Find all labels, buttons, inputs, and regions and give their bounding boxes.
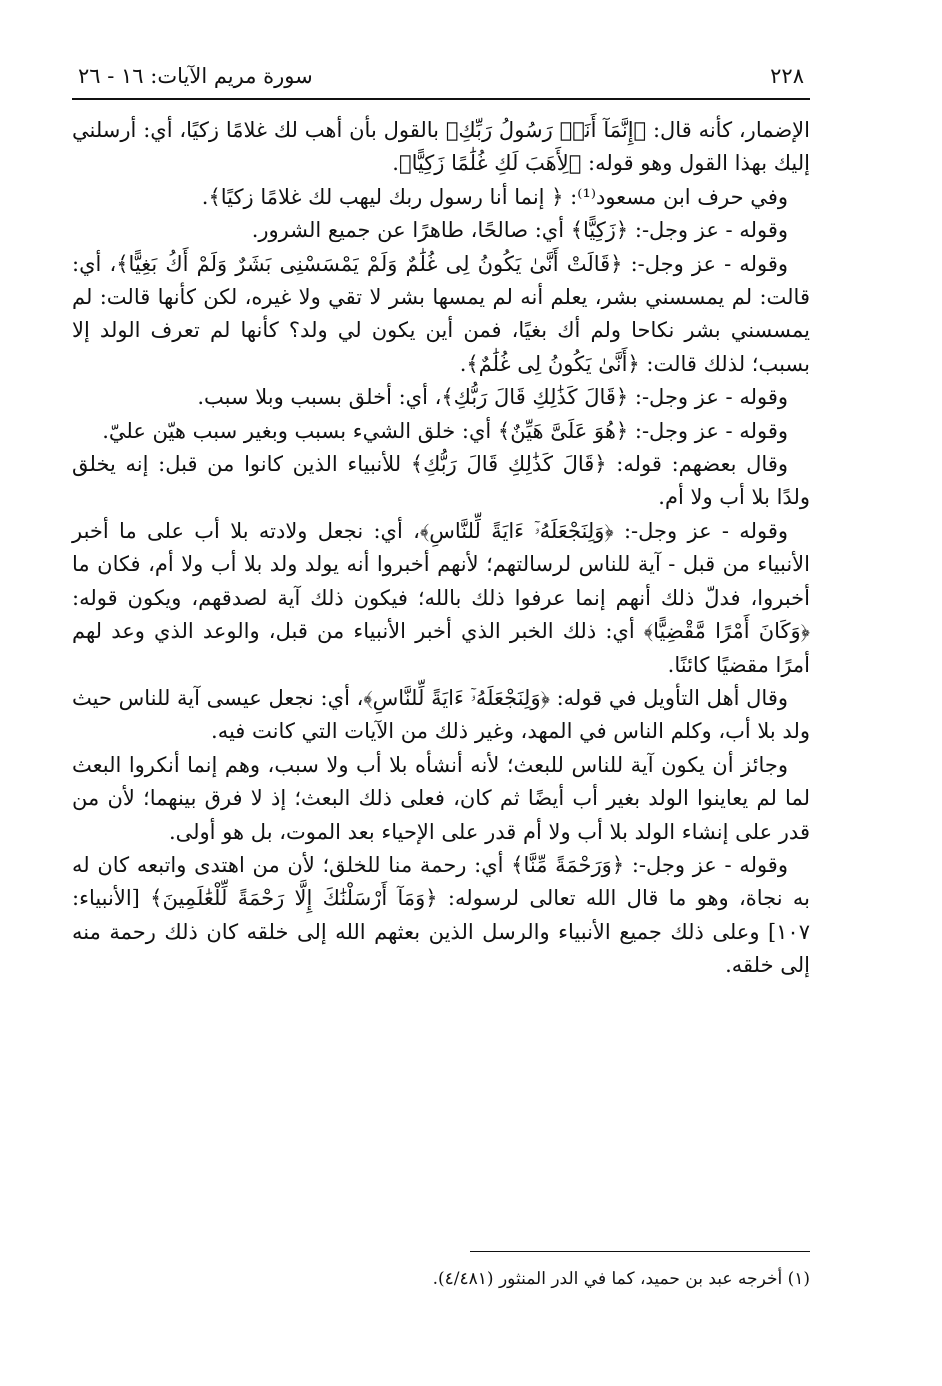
paragraph: وقوله - عز وجل-: ﴿قَالَتْ أَنَّىٰ يَكُونُ لِى غُلَٰمٌ وَلَمْ يَمْسَسْنِى بَشَرٌ وَلَمْ أَكُ بَغِيًّا﴾، أي: قالت: لم يمسسني بشر، يعلم أنه لم يمسها بشر لا تقي ولا غيره، لكن كأنها قالت: لم يمسسني بشر نكاحا ولم أك بغيًا، فمن أين يكون لي ولد؟ كأنها لم تعرف الولد إلا بسبب؛ لذلك قالت: ﴿أَنَّىٰ يَكُونُ لِى غُلَٰمٌ﴾. xyxy=(72,251,810,376)
footnote: (١) أخرجه عبد بن حميد، كما في الدر المنثور (٤/٤٨١). xyxy=(432,1269,810,1289)
paragraph: وقال بعضهم: قوله: ﴿قَالَ كَذَٰلِكِ قَالَ رَبُّكِ﴾ للأنبياء الذين كانوا من قبل: إنه يخلق ولدًا بلا أب ولا أم. xyxy=(72,452,810,510)
paragraph: وقوله - عز وجل-: ﴿قَالَ كَذَٰلِكِ قَالَ رَبُّكِ﴾، أي: أخلق بسبب وبلا سبب. xyxy=(197,385,788,410)
main-text xyxy=(72,114,810,983)
paragraph: وقوله - عز وجل-: ﴿وَرَحْمَةً مِّنَّا﴾ أي: رحمة منا للخلق؛ لأن من اهتدى واتبعه كان له به نجاة، وهو ما قال الله تعالى لرسوله: ﴿وَمَآ أَرْسَلْنَٰكَ إِلَّا رَحْمَةً لِّلْعَٰلَمِينَ﴾ [الأنبياء: ١٠٧] وعلى ذلك جميع الأنبياء والرسل الذين بعثهم الله إلى خلقه كان ذلك رحمة منه إلى خلقه. xyxy=(72,852,810,978)
paragraph: وجائز أن يكون آية للناس للبعث؛ لأنه أنشأه بلا أب ولا سبب، وهم إنما أنكروا البعث لما لم يعاينوا الولد بغير أب أيضًا ثم كان، فعلى ذلك البعث؛ إذ لا فرق بينهما؛ لأن من قدر على إنشاء الولد بلا أب ولا أم قدر على الإحياء بعد الموت، بل هو أولى. xyxy=(72,752,810,844)
page-number: ٢٢٨ xyxy=(770,64,804,88)
paragraph: وفي حرف ابن مسعود⁽¹⁾: ﴿ إنما أنا رسول ربك ليهب لك غلامًا زكيًا﴾. xyxy=(201,184,788,209)
paragraph: وقال أهل التأويل في قوله: ﴿وَلِنَجْعَلَهُۥٓ ءَايَةً لِّلنَّاسِ﴾، أي: نجعل عيسى آية للناس حيث ولد بلا أب، وكلم الناس في المهد، وغير ذلك من الآيات التي كانت فيه. xyxy=(72,685,810,744)
paragraph: وقوله - عز وجل-: ﴿هُوَ عَلَىَّ هَيِّنٌ﴾ أي: خلق الشيء بسبب وبغير سبب هيّن عليّ. xyxy=(102,418,788,443)
paragraph: وقوله - عز وجل-: ﴿وَلِنَجْعَلَهُۥٓ ءَايَةً لِّلنَّاسِ﴾، أي: نجعل ولادته بلا أب على ما أخبر الأنبياء من قبل - آية للناس لرسالتهم؛ لأنهم أخبروا أنه يولد ولد بلا أب ولا أم، فكان ما أخبروا، فدلّ ذلك أنهم إنما عرفوا ذلك بالله؛ فيكون ذلك آية لصدقهم، ويكون قوله: ﴿وَكَانَ أَمْرًا مَّقْضِيًّا﴾ أي: ذلك الخبر الذي أخبر الأنبياء من قبل، والوعد الذي وعد لهم أمرًا مقضيًا كائنًا. xyxy=(72,518,810,677)
paragraph: وقوله - عز وجل-: ﴿زَكِيًّا﴾ أي: صالحًا، طاهرًا عن جميع الشرور. xyxy=(251,218,788,243)
paragraph: الإضمار، كأنه قال: ﴿إِنَّمَآ أَنَا۠ رَسُولُ رَبِّكِ﴾ بالقول بأن أهب لك غلامًا زكيًا، أي: أرسلني إليك بهذا القول وهو قوله: ﴿لِأَهَبَ لَكِ غُلَٰمًا زَكِيًّا﴾. xyxy=(72,118,810,176)
book-page xyxy=(72,58,810,1358)
page-header xyxy=(72,58,810,100)
footnote-separator xyxy=(470,1251,810,1252)
running-title: سورة مريم الآيات: ١٦ - ٢٦ xyxy=(78,64,313,88)
